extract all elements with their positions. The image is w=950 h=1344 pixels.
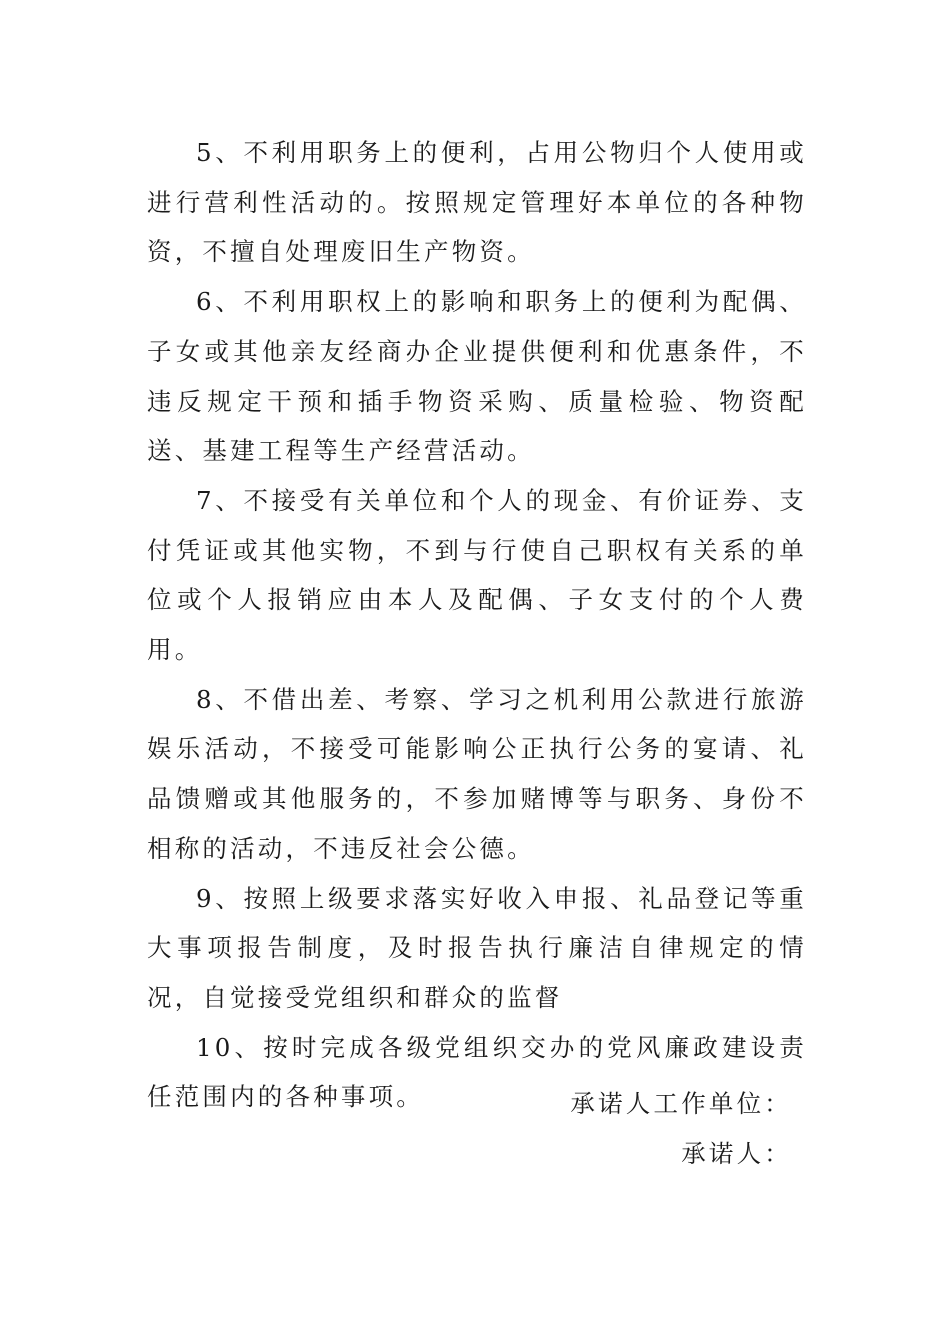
clause-5: 5、不利用职务上的便利，占用公物归个人使用或进行营利性活动的。按照规定管理好本单位的各种物资，不擅自处理废旧生产物资。	[147, 138, 807, 267]
clause-10: 10、按时完成各级党组织交办的党风廉政建设责任范围内的各种事项。	[147, 1032, 807, 1112]
clause-7: 7、不接受有关单位和个人的现金、有价证券、支付凭证或其他实物，不到与行使自己职权有关系的单位或个人报销应由本人及配偶、子女支付的个人费用。	[147, 485, 807, 665]
work-unit-label: 承诺人工作单位：	[570, 1089, 792, 1118]
document-body	[147, 128, 807, 1122]
signature-block	[570, 1079, 792, 1178]
promisor-label: 承诺人：	[681, 1138, 792, 1168]
clause-8: 8、不借出差、考察、学习之机利用公款进行旅游娱乐活动，不接受可能影响公正执行公务的宴请、礼品馈赠或其他服务的，不参加赌博等与职务、身份不相称的活动，不违反社会公德。	[147, 684, 807, 863]
clause-9: 9、按照上级要求落实好收入申报、礼品登记等重大事项报告制度，及时报告执行廉洁自律规定的情况，自觉接受党组织和群众的监督	[147, 883, 807, 1012]
clause-6: 6、不利用职权上的影响和职务上的便利为配偶、子女或其他亲友经商办企业提供便利和优惠条件，不违反规定干预和插手物资采购、质量检验、物资配送、基建工程等生产经营活动。	[147, 287, 807, 466]
